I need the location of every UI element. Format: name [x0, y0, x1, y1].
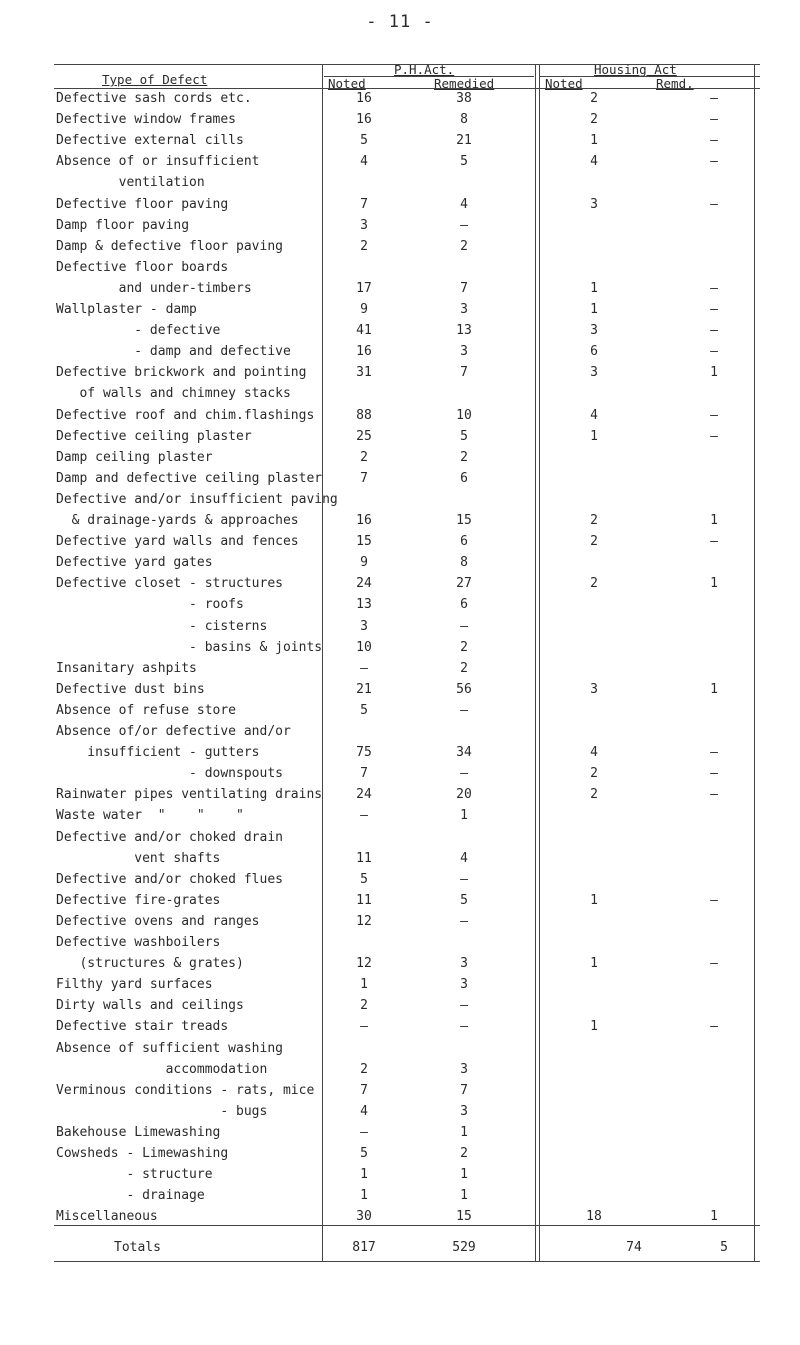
defect-label: Defective yard gates [56, 555, 213, 571]
table-row [54, 767, 760, 781]
housing-remedied: – [710, 133, 718, 149]
table-row [54, 683, 760, 697]
pha-remedied: 10 [456, 407, 472, 423]
pha-noted: 12 [356, 913, 372, 929]
pha-remedied: 3 [460, 302, 468, 317]
table-row [54, 1105, 760, 1119]
table-row [54, 345, 760, 359]
pha-noted: – [360, 1124, 368, 1140]
housing-noted: 2 [590, 787, 598, 803]
pha-remedied: 2 [460, 660, 468, 676]
housing-noted: 4 [590, 745, 598, 761]
defect-label: Miscellaneous [56, 1209, 158, 1225]
housing-noted: 1 [590, 302, 598, 317]
defect-label: - cisterns [56, 618, 268, 634]
defect-label: - basins & joints [56, 639, 323, 655]
pha-remedied: 6 [460, 534, 468, 550]
pha-remedied: – [460, 217, 468, 233]
defect-label: Defective brickwork and pointing [56, 365, 307, 381]
pha-remedied: 3 [460, 1103, 468, 1119]
pha-noted: 9 [360, 555, 368, 571]
defect-label: Damp & defective floor paving [56, 238, 283, 254]
housing-remedied: – [710, 196, 718, 212]
housing-remedied: – [710, 302, 718, 317]
pha-noted: 2 [360, 998, 368, 1014]
pha-remedied: 4 [460, 850, 468, 866]
defects-table [54, 64, 760, 1264]
pha-noted: 17 [356, 280, 372, 296]
housing-remedied: – [710, 534, 718, 550]
pha-noted: 13 [356, 597, 372, 613]
pha-remedied: 7 [460, 1082, 468, 1098]
pha-noted: 1 [360, 977, 368, 993]
pha-noted: 9 [360, 302, 368, 317]
pha-noted: 5 [360, 1146, 368, 1161]
pha-remedied: – [460, 913, 468, 929]
defect-label: - downspouts [56, 766, 283, 782]
pha-noted: 12 [356, 956, 372, 972]
defect-label: ventilation [56, 175, 205, 191]
table-row [54, 1020, 760, 1034]
pha-noted: 2 [360, 1061, 368, 1077]
pha-noted: 5 [360, 133, 368, 149]
defect-label: Damp ceiling plaster [56, 449, 213, 465]
pha-noted: 7 [360, 196, 368, 212]
table-row [54, 936, 760, 950]
pha-remedied: 1 [460, 808, 468, 824]
pha-remedied: 7 [460, 280, 468, 296]
defect-label: Absence of/or defective and/or [56, 724, 291, 739]
housing-remedied: – [710, 323, 718, 339]
table-row [54, 282, 760, 296]
defect-label: - structure [56, 1167, 213, 1183]
pha-remedied: 1 [460, 1167, 468, 1183]
housing-noted: 3 [590, 323, 598, 339]
defect-label: - drainage [56, 1188, 205, 1204]
pha-noted: – [360, 1019, 368, 1035]
housing-noted: 1 [590, 956, 598, 972]
housing-noted: 6 [590, 344, 598, 360]
table-row [54, 92, 760, 106]
pha-remedied: 6 [460, 470, 468, 486]
defect-label: Absence of refuse store [56, 702, 237, 718]
table-row [54, 788, 760, 802]
defect-label: of walls and chimney stacks [56, 386, 291, 402]
defect-label: Dirty walls and ceilings [56, 998, 244, 1014]
table-row [54, 915, 760, 929]
pha-noted: – [360, 808, 368, 824]
pha-noted: 30 [356, 1209, 372, 1225]
housing-remedied: 1 [710, 513, 718, 528]
table-row [54, 725, 760, 739]
housing-remedied: 1 [710, 365, 718, 381]
defect-label: - roofs [56, 597, 244, 613]
defect-label: accommodation [56, 1061, 268, 1077]
pha-noted: 7 [360, 766, 368, 782]
housing-noted: 4 [590, 407, 598, 423]
defect-label: Filthy yard surfaces [56, 977, 213, 993]
housing-remedied: – [710, 112, 718, 128]
pha-noted: 3 [360, 618, 368, 634]
pha-remedied: 3 [460, 344, 468, 360]
pha-remedied: 20 [456, 787, 472, 803]
table-row [54, 620, 760, 634]
totals-housing-noted: 74 [626, 1240, 642, 1255]
housing-remedied: – [710, 428, 718, 444]
pha-remedied: – [460, 618, 468, 634]
housing-remedied: 1 [710, 576, 718, 592]
pha-remedied: – [460, 702, 468, 718]
table-row [54, 451, 760, 465]
housing-noted: 2 [590, 91, 598, 106]
housing-remedied: 1 [710, 1209, 718, 1225]
totals-pha-remedied: 529 [452, 1240, 476, 1255]
table-row [54, 662, 760, 676]
housing-remedied: – [710, 766, 718, 782]
table-row [54, 1168, 760, 1182]
defect-label: Cowsheds - Limewashing [56, 1146, 229, 1161]
defect-label: - damp and defective [56, 344, 291, 360]
defect-label: Defective ovens and ranges [56, 913, 260, 929]
housing-remedied: – [710, 407, 718, 423]
pha-noted: 5 [360, 702, 368, 718]
defect-label: Defective stair treads [56, 1019, 229, 1035]
table-row [54, 198, 760, 212]
defect-label: Defective floor paving [56, 196, 229, 212]
pha-remedied: 34 [456, 745, 472, 761]
defect-label: Defective sash cords etc. [56, 91, 252, 106]
table-row [54, 1042, 760, 1056]
defect-label: Rainwater pipes ventilating drains [56, 787, 323, 803]
defect-label: Defective fire-grates [56, 892, 221, 908]
pha-noted: 16 [356, 91, 372, 106]
housing-noted: 18 [586, 1209, 602, 1225]
pha-remedied: 4 [460, 196, 468, 212]
housing-remedied: – [710, 745, 718, 761]
defect-label: Defective ceiling plaster [56, 428, 252, 444]
pha-remedied: 1 [460, 1124, 468, 1140]
header-pha-noted: Noted [328, 76, 366, 91]
table-row [54, 514, 760, 528]
pha-remedied: 21 [456, 133, 472, 149]
pha-remedied: 13 [456, 323, 472, 339]
pha-remedied: 38 [456, 91, 472, 106]
defect-label: and under-timbers [56, 280, 252, 296]
pha-remedied: 7 [460, 365, 468, 381]
pha-remedied: – [460, 1019, 468, 1035]
table-row [54, 535, 760, 549]
housing-remedied: – [710, 280, 718, 296]
defect-label: Defective and/or choked drain [56, 829, 283, 845]
totals-pha-noted: 817 [352, 1240, 376, 1255]
pha-noted: 11 [356, 892, 372, 908]
defect-label: Waste water " " " [56, 808, 244, 824]
header-housing: Housing Act [594, 62, 677, 77]
pha-noted: 7 [360, 1082, 368, 1098]
pha-remedied: 15 [456, 1209, 472, 1225]
table-row [54, 303, 760, 317]
pha-remedied: 1 [460, 1188, 468, 1204]
defect-label: Defective closet - structures [56, 576, 283, 592]
header-housing-noted: Noted [545, 76, 583, 91]
pha-remedied: 5 [460, 154, 468, 170]
pha-noted: 75 [356, 745, 372, 761]
defect-label: Defective dust bins [56, 681, 205, 697]
housing-noted: 1 [590, 892, 598, 908]
header-pha-remedied: Remedied [434, 76, 495, 91]
housing-noted: 2 [590, 112, 598, 128]
pha-noted: 1 [360, 1167, 368, 1183]
housing-noted: 1 [590, 280, 598, 296]
housing-noted: 2 [590, 513, 598, 528]
pha-noted: 21 [356, 681, 372, 697]
defect-label: Absence of sufficient washing [56, 1040, 283, 1056]
defect-label: insufficient - gutters [56, 745, 260, 761]
table-row [54, 261, 760, 275]
housing-remedied: – [710, 1019, 718, 1035]
table-row [54, 598, 760, 612]
housing-noted: 2 [590, 766, 598, 782]
table-row [54, 704, 760, 718]
table-row [54, 409, 760, 423]
table-row [54, 746, 760, 760]
pha-noted: 41 [356, 323, 372, 339]
table-row [54, 430, 760, 444]
housing-noted: 1 [590, 1019, 598, 1035]
pha-remedied: 5 [460, 428, 468, 444]
pha-remedied: – [460, 871, 468, 887]
table-row [54, 1210, 760, 1224]
pha-remedied: 3 [460, 1061, 468, 1077]
pha-noted: 7 [360, 470, 368, 486]
defect-label: Absence of or insufficient [56, 154, 260, 170]
pha-noted: 11 [356, 850, 372, 866]
table-row [54, 809, 760, 823]
housing-remedied: – [710, 344, 718, 360]
totals-rule [54, 1225, 760, 1226]
table-row [54, 957, 760, 971]
table-row [54, 978, 760, 992]
pha-noted: 25 [356, 428, 372, 444]
defect-label: Wallplaster - damp [56, 302, 197, 317]
pha-noted: 16 [356, 112, 372, 128]
pha-remedied: 15 [456, 513, 472, 528]
pha-remedied: 2 [460, 449, 468, 465]
housing-remedied: – [710, 154, 718, 170]
table-row [54, 240, 760, 254]
pha-remedied: 56 [456, 681, 472, 697]
table-row [54, 577, 760, 591]
pha-noted: 24 [356, 787, 372, 803]
header-type-of-defect: Type of Defect [102, 72, 208, 87]
pha-noted: 4 [360, 1103, 368, 1119]
housing-noted: 1 [590, 133, 598, 149]
pha-remedied: – [460, 766, 468, 782]
table-bottom-rule [54, 1261, 760, 1262]
defect-label: Defective and/or insufficient paving [56, 491, 338, 507]
defect-label: Bakehouse Limewashing [56, 1124, 221, 1140]
table-row [54, 493, 760, 507]
pha-noted: 10 [356, 639, 372, 655]
table-row [54, 1147, 760, 1161]
table-row [54, 852, 760, 866]
table-row [54, 1126, 760, 1140]
defect-label: Defective and/or choked flues [56, 871, 283, 887]
table-row [54, 219, 760, 233]
table-row [54, 155, 760, 169]
pha-noted: 2 [360, 449, 368, 465]
pha-noted: 15 [356, 534, 372, 550]
defect-label: Damp floor paving [56, 217, 190, 233]
pha-noted: 3 [360, 217, 368, 233]
pha-noted: 4 [360, 154, 368, 170]
housing-noted: 2 [590, 576, 598, 592]
housing-remedied: – [710, 956, 718, 972]
defect-label: Defective roof and chim.flashings [56, 407, 315, 423]
table-row [54, 324, 760, 338]
table-row [54, 176, 760, 190]
pha-remedied: 5 [460, 892, 468, 908]
totals-label: Totals [114, 1240, 161, 1255]
table-row [54, 831, 760, 845]
defect-label: Defective washboilers [56, 935, 221, 950]
defect-label: Defective yard walls and fences [56, 534, 299, 550]
pha-remedied: 2 [460, 238, 468, 254]
pha-noted: 16 [356, 344, 372, 360]
table-row [54, 113, 760, 127]
table-row [54, 1084, 760, 1098]
housing-remedied: – [710, 787, 718, 803]
pha-remedied: 2 [460, 1146, 468, 1161]
table-row [54, 894, 760, 908]
table-row [54, 472, 760, 486]
pha-remedied: 6 [460, 597, 468, 613]
defect-label: Damp and defective ceiling plaster [56, 470, 323, 486]
header-housing-remedied: Remd. [656, 76, 694, 91]
pha-remedied: – [460, 998, 468, 1014]
header-rule [54, 88, 760, 89]
table-row [54, 1189, 760, 1203]
pha-remedied: 8 [460, 555, 468, 571]
defect-label: - bugs [56, 1103, 268, 1119]
totals-housing-remedied: 5 [720, 1240, 728, 1255]
table-row [54, 366, 760, 380]
housing-remedied: – [710, 892, 718, 908]
defect-label: - defective [56, 323, 221, 339]
pha-noted: 1 [360, 1188, 368, 1204]
table-row [54, 873, 760, 887]
page-number: - 11 - [366, 12, 434, 32]
housing-noted: 3 [590, 196, 598, 212]
table-row [54, 134, 760, 148]
pha-noted: 88 [356, 407, 372, 423]
housing-noted: 2 [590, 534, 598, 550]
defect-label: & drainage-yards & approaches [56, 513, 299, 528]
pha-noted: 31 [356, 365, 372, 381]
table-row [54, 1063, 760, 1077]
pha-noted: 24 [356, 576, 372, 592]
defect-label: Defective external cills [56, 133, 244, 149]
table-row [54, 641, 760, 655]
defect-label: Defective window frames [56, 112, 237, 128]
defect-label: (structures & grates) [56, 956, 244, 972]
defect-label: Defective floor boards [56, 259, 229, 275]
housing-noted: 1 [590, 428, 598, 444]
housing-remedied: 1 [710, 681, 718, 697]
pha-remedied: 3 [460, 956, 468, 972]
pha-noted: 16 [356, 513, 372, 528]
housing-noted: 4 [590, 154, 598, 170]
table-row [54, 556, 760, 570]
table-row [54, 387, 760, 401]
pha-remedied: 27 [456, 576, 472, 592]
pha-remedied: 2 [460, 639, 468, 655]
pha-remedied: 3 [460, 977, 468, 993]
pha-remedied: 8 [460, 112, 468, 128]
defect-label: Verminous conditions - rats, mice [56, 1082, 315, 1098]
housing-noted: 3 [590, 681, 598, 697]
table-row [54, 999, 760, 1013]
pha-noted: – [360, 660, 368, 676]
housing-remedied: – [710, 91, 718, 106]
header-pha: P.H.Act. [394, 62, 455, 77]
pha-noted: 2 [360, 238, 368, 254]
housing-noted: 3 [590, 365, 598, 381]
pha-noted: 5 [360, 871, 368, 887]
defect-label: Insanitary ashpits [56, 660, 197, 676]
defect-label: vent shafts [56, 850, 221, 866]
